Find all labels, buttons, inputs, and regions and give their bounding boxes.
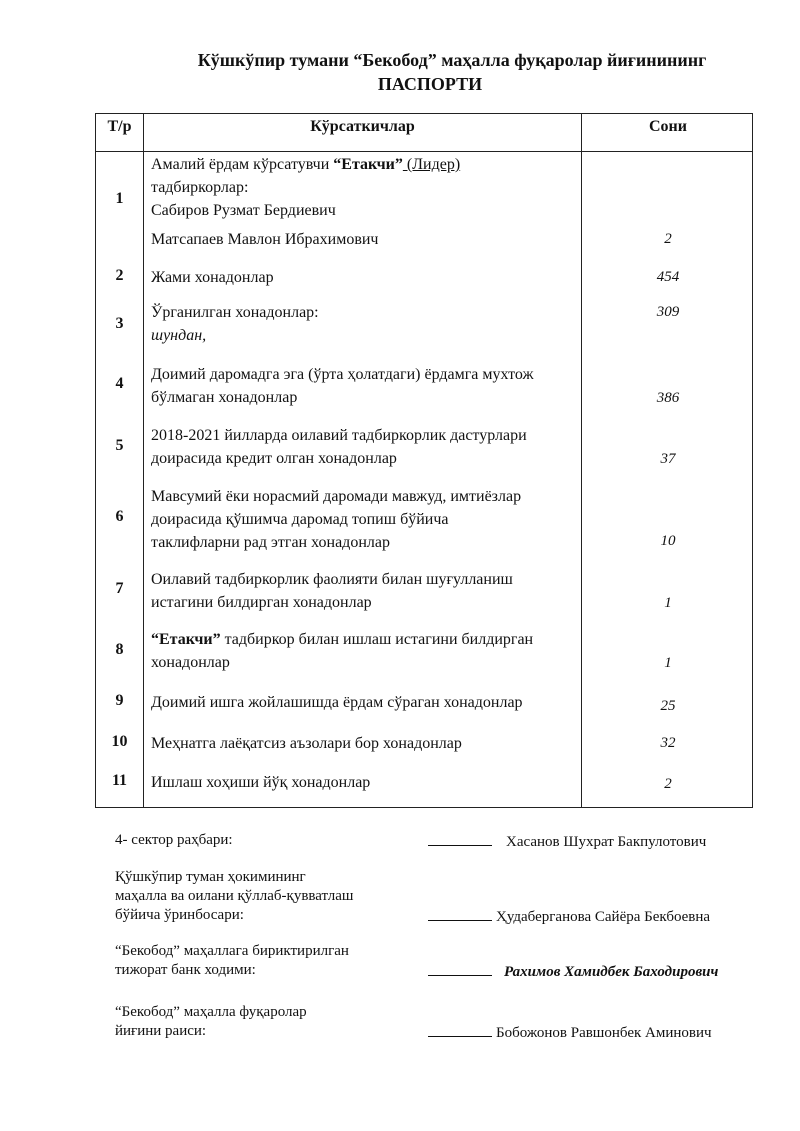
row-value: 386: [656, 390, 680, 406]
row-text-line: Мавсумий ёки норасмий даромади мавжуд, имтиёзлар: [151, 488, 522, 505]
signature-role: [115, 831, 415, 850]
row-value: 454: [656, 269, 680, 285]
table-header-divider: [96, 151, 752, 152]
row-text-part: (Лидер): [402, 156, 461, 173]
row-number: 2: [115, 267, 124, 284]
row-number: 6: [115, 508, 124, 525]
row-text-line: Сабиров Рузмат Бердиевич: [151, 202, 336, 219]
row-value: 37: [660, 451, 676, 467]
row-value: 1: [664, 595, 672, 611]
row-number: 5: [115, 437, 124, 454]
row-text-line: бўлмаган хонадонлар: [151, 389, 298, 406]
row-text: [151, 363, 576, 409]
signature-role-line: маҳалла ва оилани қўллаб-қувватлаш: [115, 888, 354, 904]
signature-role: [115, 1003, 415, 1041]
row-number: 1: [115, 190, 124, 207]
row-text-line: доирасида кредит олган хонадонлар: [151, 450, 397, 467]
row-number: 9: [115, 692, 124, 709]
row-text-line: тадбиркорлар:: [151, 179, 249, 196]
signature-role: [115, 868, 415, 925]
signature-name: Рахимов Хамидбек Баходирович: [504, 964, 719, 980]
row-number: 8: [115, 641, 124, 658]
row-text-line: доирасида қўшимча даромад топиш бўйича: [151, 511, 449, 528]
row-number: 4: [115, 375, 124, 392]
signature-role-line: “Бекобод” маҳаллага бириктирилган: [115, 943, 349, 959]
row-number: 10: [111, 733, 128, 750]
row-text: [151, 301, 576, 347]
row-text-line: Ўрганилган хонадонлар:: [151, 304, 319, 321]
row-value: 1: [664, 655, 672, 671]
signature-name: Бобожонов Равшонбек Аминович: [496, 1025, 712, 1041]
signature-role-line: бўйича ўринбосари:: [115, 907, 244, 923]
signature-blank: [428, 1022, 492, 1037]
row-number: 7: [115, 580, 124, 597]
signature-name: Ҳудаберганова Сайёра Бекбоевна: [496, 909, 711, 925]
row-number: 3: [115, 315, 124, 332]
signature-blank: [428, 831, 492, 846]
row-text-line: хонадонлар: [151, 654, 230, 671]
signature-line: [428, 906, 758, 927]
row-text-bold: “Етакчи”: [151, 631, 221, 648]
signature-role: [115, 942, 415, 980]
row-text-part: Амалий ёрдам кўрсатувчи: [151, 156, 334, 173]
header-number: Т/р: [107, 118, 132, 135]
row-text: [151, 424, 576, 470]
row-value: 10: [660, 533, 676, 549]
row-text-bold: “Етакчи”: [333, 156, 403, 173]
signature-line: [428, 1022, 758, 1043]
row-text: [151, 153, 576, 222]
row-text-sub: шундан,: [151, 327, 207, 344]
row-text-line: истагини билдирган хонадонлар: [151, 594, 372, 611]
signature-line: [428, 831, 758, 852]
signature-role-line: Қўшкўпир туман ҳокимининг: [115, 869, 306, 885]
row-value: 25: [660, 698, 676, 714]
table-divider: [143, 114, 144, 807]
row-text: Ишлаш хоҳиши йўқ хонадонлар: [151, 774, 371, 791]
row-text-line: Оилавий тадбиркорлик фаолияти билан шуғулланиш: [151, 571, 513, 588]
row-text: [151, 568, 576, 614]
row-text: [151, 628, 576, 674]
row-value: 309: [656, 304, 680, 320]
document-title-line2: ПАСПОРТИ: [377, 74, 483, 94]
row-text-part: тадбиркор билан ишлаш истагини билдирган: [220, 631, 534, 648]
document-title-line1: Кўшкўпир тумани “Бекобод” маҳалла фуқаролар йиғинининг: [197, 50, 707, 70]
row-text: Доимий ишга жойлашишда ёрдам сўраган хонадонлар: [151, 694, 523, 711]
row-text-line: Доимий даромадга эга (ўрта ҳолатдаги) ёрдамга мухтож: [151, 366, 534, 383]
row-value: 32: [660, 735, 676, 751]
row-text-line: таклифларни рад этган хонадонлар: [151, 534, 390, 551]
header-count: Сони: [649, 118, 687, 135]
header-indicators: Кўрсаткичлар: [310, 118, 415, 135]
row-number: 11: [111, 772, 128, 789]
row-text: [151, 485, 576, 554]
row-value: 2: [664, 231, 672, 247]
row-text: Меҳнатга лаёқатсиз аъзолари бор хонадонлар: [151, 735, 462, 752]
signature-name: Хасанов Шухрат Бакпулотович: [506, 834, 707, 850]
signature-line: [428, 961, 758, 982]
signature-role-line: тижорат банк ходими:: [115, 962, 256, 978]
row-text: Матсапаев Мавлон Ибрахимович: [151, 231, 379, 248]
signature-role-line: 4- сектор раҳбари:: [115, 832, 233, 848]
signature-role-line: йиғини раиси:: [115, 1023, 207, 1039]
row-text-line: 2018-2021 йилларда оилавий тадбиркорлик дастурлари: [151, 427, 527, 444]
signature-role-line: “Бекобод” маҳалла фуқаролар: [115, 1004, 307, 1020]
passport-table: [95, 113, 753, 808]
signature-blank: [428, 906, 492, 921]
signature-blank: [428, 961, 492, 976]
row-text: Жами хонадонлар: [151, 269, 274, 286]
row-value: 2: [664, 776, 672, 792]
